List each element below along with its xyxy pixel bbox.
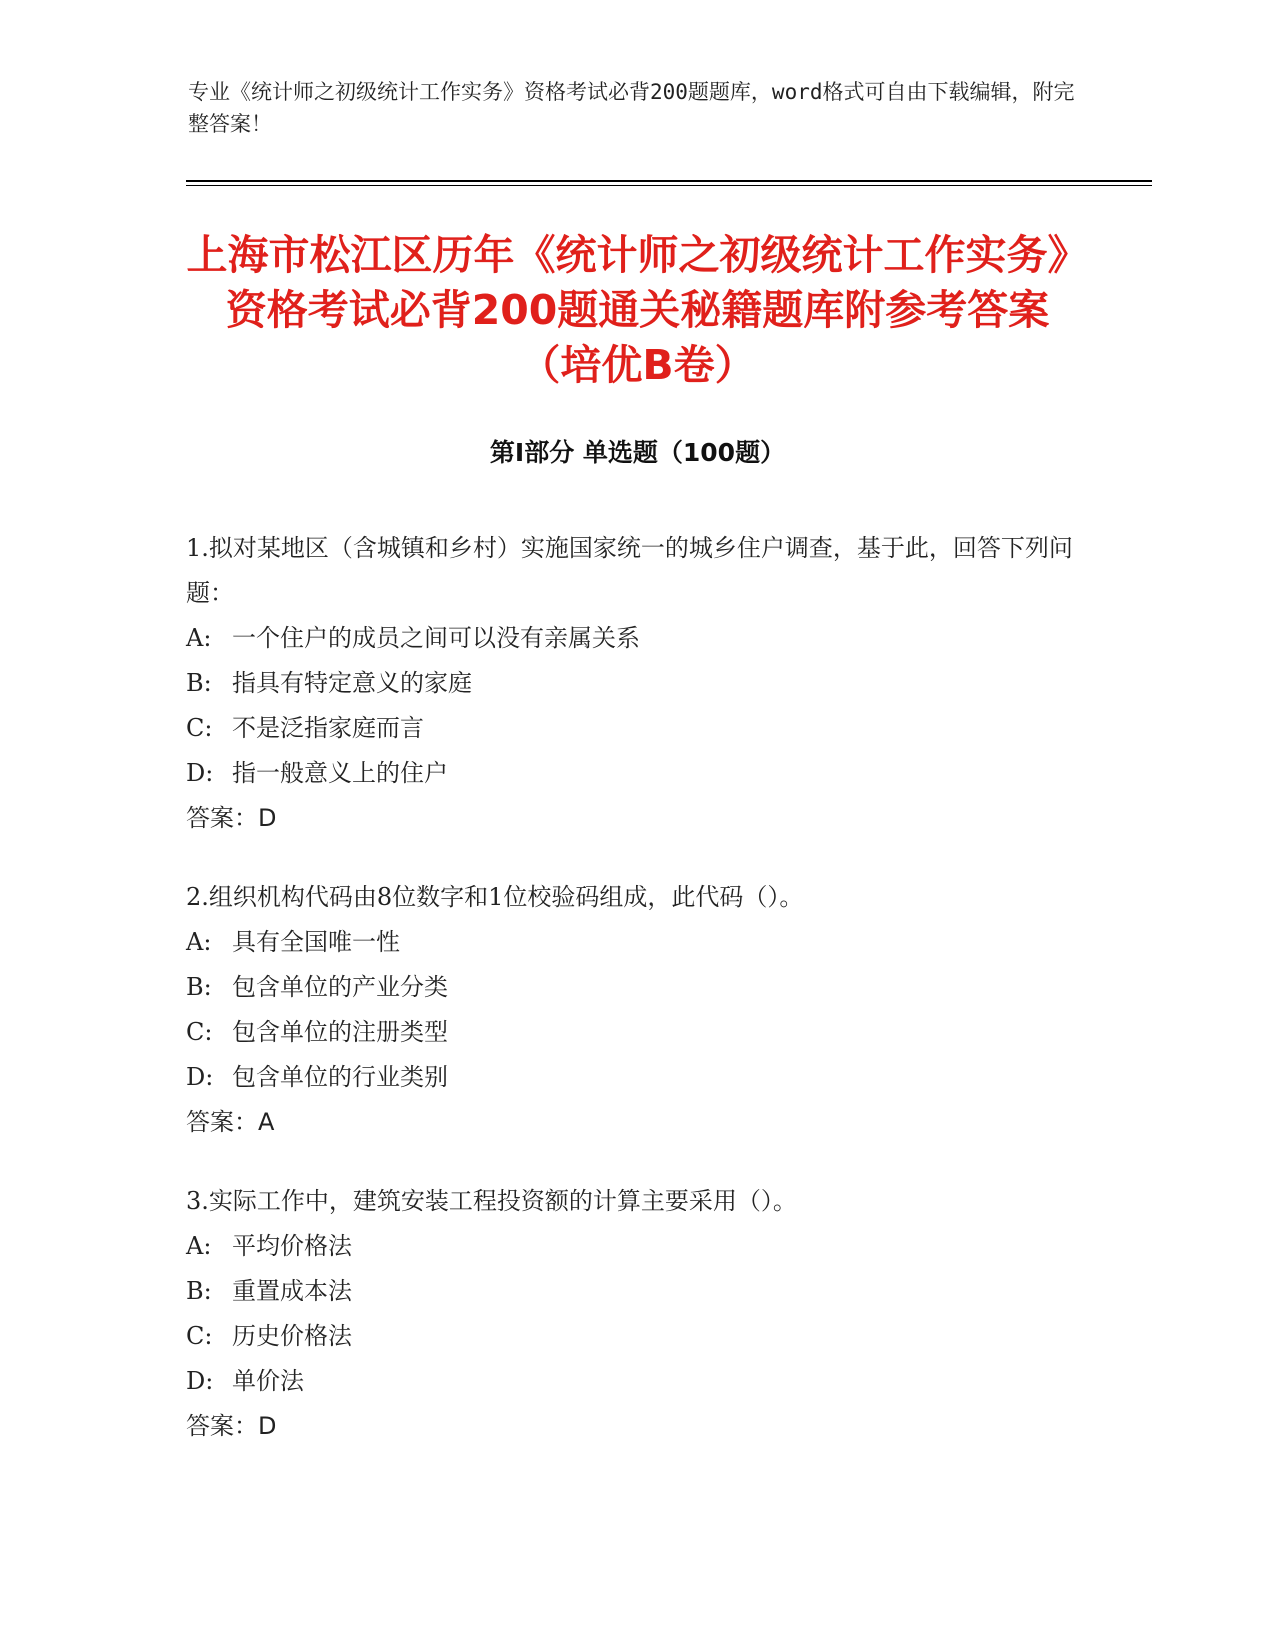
answer: 答案：A xyxy=(186,1108,275,1136)
option-letter: D: xyxy=(186,1367,214,1395)
option-d xyxy=(186,751,1086,796)
answer: 答案：D xyxy=(186,1412,277,1440)
question-stem: 2.组织机构代码由8位数字和1位校验码组成，此代码（）。 xyxy=(186,883,804,911)
option-c xyxy=(186,706,1086,751)
option-letter: B: xyxy=(186,669,212,697)
question-2 xyxy=(186,875,1086,1145)
question-list xyxy=(186,526,1086,1483)
option-a xyxy=(186,616,1086,661)
answer: 答案：D xyxy=(186,804,277,832)
header-divider-thick xyxy=(186,180,1152,182)
question-1 xyxy=(186,526,1086,841)
option-list xyxy=(186,1224,1086,1404)
option-d xyxy=(186,1055,1086,1100)
header-divider-thin xyxy=(186,185,1152,186)
option-letter: C: xyxy=(186,1322,213,1350)
option-letter: D: xyxy=(186,1063,214,1091)
option-letter: B: xyxy=(186,973,212,1001)
option-c xyxy=(186,1314,1086,1359)
question-stem: 3.实际工作中，建筑安装工程投资额的计算主要采用（）。 xyxy=(186,1187,797,1215)
option-text: 单价法 xyxy=(232,1367,304,1395)
header-note: 专业《统计师之初级统计工作实务》资格考试必背200题题库，word格式可自由下载编辑，附完整答案！ xyxy=(188,80,1075,136)
option-a xyxy=(186,920,1086,965)
option-text: 平均价格法 xyxy=(232,1232,352,1260)
option-letter: C: xyxy=(186,1018,213,1046)
option-b xyxy=(186,965,1086,1010)
option-letter: B: xyxy=(186,1277,212,1305)
option-letter: A: xyxy=(186,624,212,652)
option-text: 具有全国唯一性 xyxy=(232,928,400,956)
option-d xyxy=(186,1359,1086,1404)
option-a xyxy=(186,1224,1086,1269)
option-letter: A: xyxy=(186,928,212,956)
option-text: 指一般意义上的住户 xyxy=(232,759,448,787)
option-list xyxy=(186,920,1086,1100)
section-heading: 第Ⅰ部分 单选题（100题） xyxy=(489,438,786,467)
question-3 xyxy=(186,1179,1086,1449)
option-text: 历史价格法 xyxy=(232,1322,352,1350)
option-text: 包含单位的产业分类 xyxy=(232,973,448,1001)
option-letter: A: xyxy=(186,1232,212,1260)
option-list xyxy=(186,616,1086,796)
option-text: 包含单位的行业类别 xyxy=(232,1063,448,1091)
option-letter: D: xyxy=(186,759,214,787)
option-c xyxy=(186,1010,1086,1055)
option-letter: C: xyxy=(186,714,213,742)
option-text: 重置成本法 xyxy=(232,1277,352,1305)
option-b xyxy=(186,661,1086,706)
option-text: 指具有特定意义的家庭 xyxy=(232,669,472,697)
option-b xyxy=(186,1269,1086,1314)
question-stem: 1.拟对某地区（含城镇和乡村）实施国家统一的城乡住户调查，基于此，回答下列问题： xyxy=(186,534,1073,607)
option-text: 包含单位的注册类型 xyxy=(232,1018,448,1046)
option-text: 不是泛指家庭而言 xyxy=(232,714,424,742)
document-title: 上海市松江区历年《统计师之初级统计工作实务》资格考试必背200题通关秘籍题库附参考答案（培优B卷） xyxy=(186,231,1089,389)
option-text: 一个住户的成员之间可以没有亲属关系 xyxy=(232,624,640,652)
